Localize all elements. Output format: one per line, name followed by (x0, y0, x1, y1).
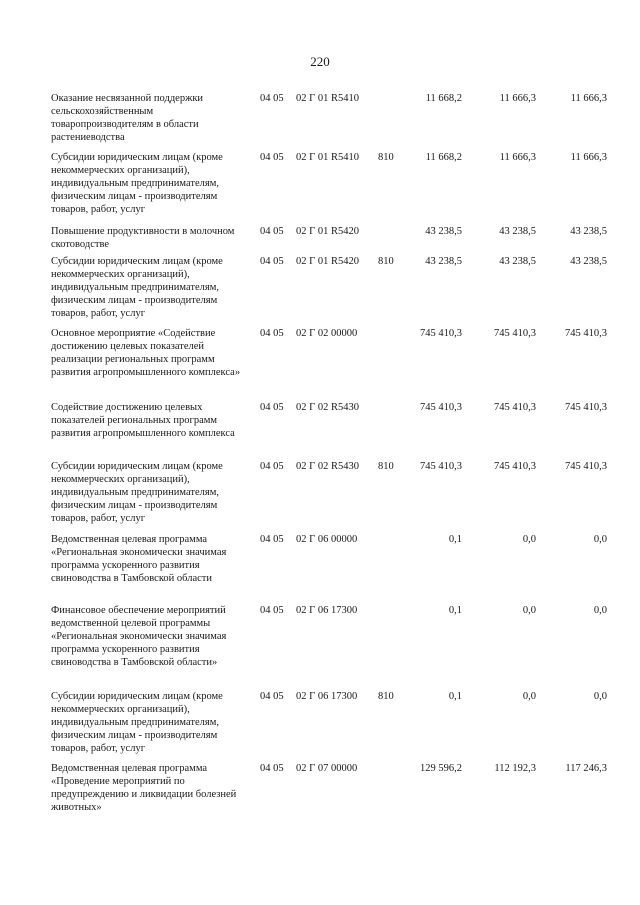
row-amount-year3: 11 666,3 (570, 93, 607, 104)
row-amount-year3: 0,0 (593, 605, 607, 616)
row-amount-year2: 43 238,5 (499, 256, 536, 267)
row-amount-year3: 745 410,3 (565, 461, 607, 472)
row-section: 04 05 (260, 605, 284, 616)
row-name: Субсидии юридическим лицам (кроме некоммерческих организаций), индивидуальным предпринимателям, физическим лицам - производителям товаров, работ, услуг (51, 461, 223, 524)
row-section: 04 05 (260, 461, 284, 472)
row-article: 02 Г 01 R5410 (296, 152, 359, 163)
row-name: Субсидии юридическим лицам (кроме некоммерческих организаций), индивидуальным предпринимателям, физическим лицам - производителям товаров, работ, услуг (51, 256, 223, 319)
row-name: Субсидии юридическим лицам (кроме некоммерческих организаций), индивидуальным предпринимателям, физическим лицам - производителям товаров, работ, услуг (51, 152, 223, 215)
row-amount-year1: 43 238,5 (425, 226, 462, 237)
row-article: 02 Г 06 17300 (296, 691, 358, 702)
row-amount-year3: 117 246,3 (565, 763, 607, 774)
row-amount-year3: 11 666,3 (570, 152, 607, 163)
row-section: 04 05 (260, 152, 284, 163)
row-section: 04 05 (260, 93, 284, 104)
row-article: 02 Г 06 17300 (296, 605, 358, 616)
row-article: 02 Г 02 R5430 (296, 461, 359, 472)
row-expense-type: 810 (378, 461, 394, 472)
row-amount-year2: 0,0 (522, 605, 536, 616)
row-amount-year3: 0,0 (593, 534, 607, 545)
row-amount-year3: 0,0 (593, 691, 607, 702)
row-amount-year2: 745 410,3 (494, 328, 536, 339)
row-amount-year2: 745 410,3 (494, 402, 536, 413)
row-name: Содействие достижению целевых показателей региональных программ развития агропромышленного комплекса (51, 402, 235, 439)
row-amount-year1: 43 238,5 (425, 256, 462, 267)
row-section: 04 05 (260, 763, 284, 774)
row-amount-year3: 745 410,3 (565, 328, 607, 339)
row-amount-year1: 11 668,2 (425, 93, 462, 104)
row-amount-year2: 745 410,3 (494, 461, 536, 472)
row-article: 02 Г 02 00000 (296, 328, 358, 339)
row-name: Ведомственная целевая программа «Региональная экономически значимая программа ускоренного развития свиноводства в Тамбовской области (51, 534, 227, 584)
row-expense-type: 810 (378, 152, 394, 163)
row-article: 02 Г 01 R5420 (296, 256, 359, 267)
row-amount-year1: 0,1 (448, 605, 462, 616)
row-amount-year2: 11 666,3 (499, 152, 536, 163)
row-article: 02 Г 01 R5410 (296, 93, 359, 104)
row-name: Основное мероприятие «Содействие достижению целевых показателей реализации региональных программ развития агропромышленного комплекса» (51, 328, 241, 378)
row-name: Финансовое обеспечение мероприятий ведомственной целевой программы «Региональная экономически значимая программа ускоренного развития свиноводства в Тамбовской области» (51, 605, 227, 668)
row-amount-year1: 11 668,2 (425, 152, 462, 163)
row-amount-year1: 745 410,3 (420, 461, 462, 472)
row-article: 02 Г 02 R5430 (296, 402, 359, 413)
row-amount-year1: 0,1 (448, 534, 462, 545)
page-number: 220 (310, 54, 330, 69)
row-amount-year2: 0,0 (522, 691, 536, 702)
row-name: Субсидии юридическим лицам (кроме некоммерческих организаций), индивидуальным предпринимателям, физическим лицам - производителям товаров, работ, услуг (51, 691, 223, 754)
row-amount-year2: 0,0 (522, 534, 536, 545)
row-section: 04 05 (260, 256, 284, 267)
row-section: 04 05 (260, 402, 284, 413)
row-amount-year1: 745 410,3 (420, 328, 462, 339)
row-amount-year1: 0,1 (448, 691, 462, 702)
row-name: Повышение продуктивности в молочном скотоводстве (51, 226, 235, 250)
row-amount-year1: 129 596,2 (420, 763, 462, 774)
row-expense-type: 810 (378, 256, 394, 267)
row-section: 04 05 (260, 691, 284, 702)
row-article: 02 Г 01 R5420 (296, 226, 359, 237)
row-amount-year1: 745 410,3 (420, 402, 462, 413)
row-name: Ведомственная целевая программа «Проведение мероприятий по предупреждению и ликвидации болезней животных» (51, 763, 237, 813)
row-article: 02 Г 06 00000 (296, 534, 358, 545)
row-section: 04 05 (260, 226, 284, 237)
row-amount-year3: 745 410,3 (565, 402, 607, 413)
row-amount-year3: 43 238,5 (570, 256, 607, 267)
row-amount-year2: 11 666,3 (499, 93, 536, 104)
row-expense-type: 810 (378, 691, 394, 702)
row-section: 04 05 (260, 534, 284, 545)
row-amount-year2: 43 238,5 (499, 226, 536, 237)
row-amount-year2: 112 192,3 (494, 763, 536, 774)
row-article: 02 Г 07 00000 (296, 763, 358, 774)
row-section: 04 05 (260, 328, 284, 339)
row-amount-year3: 43 238,5 (570, 226, 607, 237)
row-name: Оказание несвязанной поддержки сельскохозяйственным товаропроизводителям в области растениеводства (51, 93, 204, 143)
